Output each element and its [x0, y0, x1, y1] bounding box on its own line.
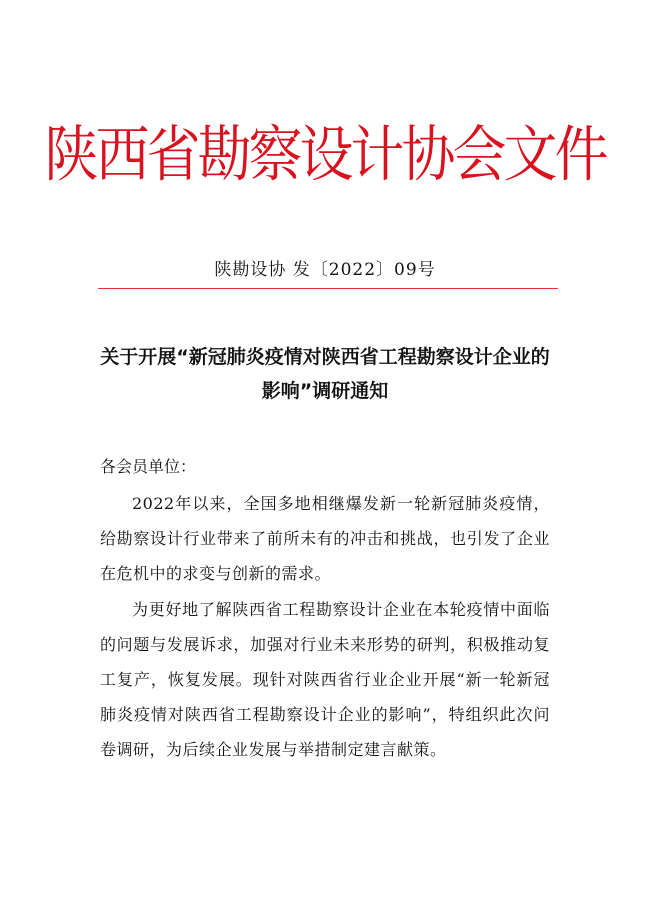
document-masthead: 陕西省勘察设计协会文件 [44, 118, 606, 190]
salutation: 各会员单位： [100, 457, 197, 476]
body-paragraph-2: 为更好地了解陕西省工程勘察设计企业在本轮疫情中面临的问题与发展诉求，加强对行业未来形势的研判，积极推动复工复产，恢复发展。现针对陕西省行业企业开展“新一轮新冠肺炎疫情对陕西省工程勘察设计企业的影响”，特组织此次问卷调研，为后续企业发展与举措制定建言献策。 [100, 600, 550, 759]
document-title: 关于开展“新冠肺炎疫情对陕西省工程勘察设计企业的影响”调研通知 [100, 346, 550, 402]
red-divider-line [98, 288, 558, 289]
document-number: 陕勘设协 发〔2022〕09号 [214, 260, 436, 280]
body-paragraph-1: 2022年以来，全国多地相继爆发新一轮新冠肺炎疫情，给勘察设计行业带来了前所未有的冲击和挑战，也引发了企业在危机中的求变与创新的需求。 [100, 494, 550, 583]
